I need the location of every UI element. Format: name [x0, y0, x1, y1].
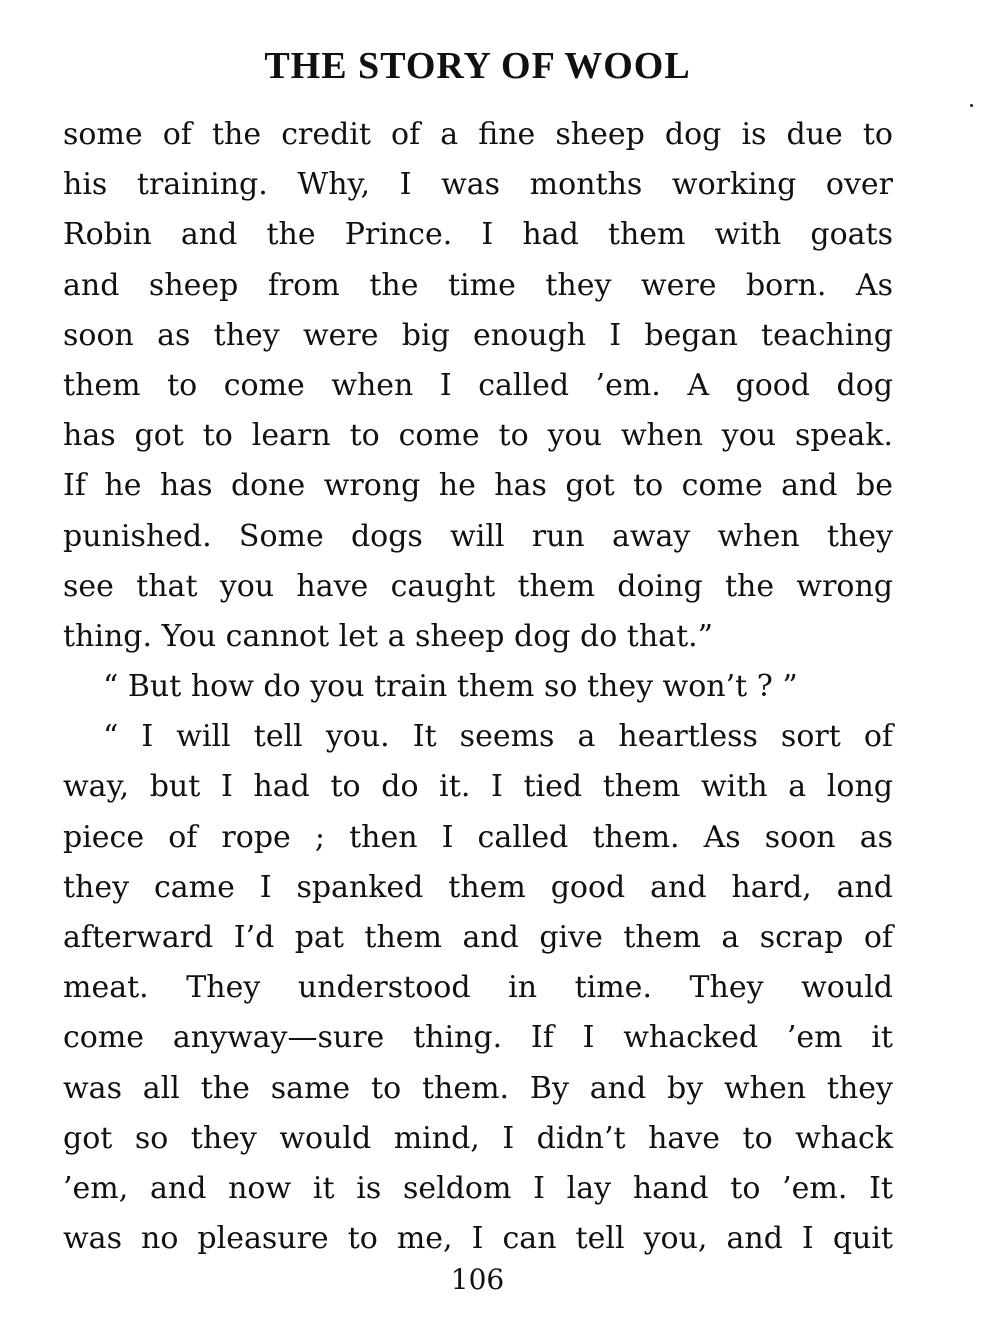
text-line: If he has done wrong he has got to come and be	[63, 468, 893, 504]
text-line: got so they would mind, I didn’t have to whack	[63, 1120, 893, 1156]
text-line: way, but I had to do it. I tied them with a long	[63, 769, 893, 805]
page-number: 106	[450, 1263, 505, 1296]
text-line: his training. Why, I was months working over	[63, 167, 893, 203]
text-line: Robin and the Prince. I had them with goats	[63, 217, 893, 253]
text-line: they came I spanked them good and hard, and	[63, 869, 893, 905]
text-line: them to come when I called ’em. A good dog	[63, 367, 893, 403]
text-line: ’em, and now it is seldom I lay hand to ’em. It	[63, 1170, 893, 1206]
text-line: see that you have caught them doing the wrong	[63, 568, 893, 604]
running-head-title: THE STORY OF WOOL	[264, 45, 691, 87]
text-line: afterward I’d pat them and give them a scrap of	[63, 920, 893, 955]
text-line: some of the credit of a fine sheep dog is due to	[63, 117, 893, 152]
text-line: “ I will tell you. It seems a heartless sort of	[103, 719, 893, 755]
text-line: was all the same to them. By and by when they	[63, 1070, 893, 1106]
text-line: come anyway—sure thing. If I whacked ’em it	[63, 1020, 893, 1056]
text-line: meat. They understood in time. They would	[63, 970, 893, 1006]
text-line: was no pleasure to me, I can tell you, and I quit	[63, 1221, 893, 1257]
text-line: “ But how do you train them so they won’t ? ”	[103, 669, 798, 705]
print-speck	[970, 104, 973, 107]
text-line: and sheep from the time they were born. As	[63, 267, 893, 303]
text-line: thing. You cannot let a sheep dog do that.”	[63, 618, 713, 654]
text-line: has got to learn to come to you when you speak.	[63, 418, 893, 454]
text-line: piece of rope ; then I called them. As soon as	[63, 819, 893, 855]
text-line: punished. Some dogs will run away when they	[63, 518, 893, 554]
body-text	[63, 110, 893, 1264]
text-line: soon as they were big enough I began teaching	[63, 317, 893, 353]
